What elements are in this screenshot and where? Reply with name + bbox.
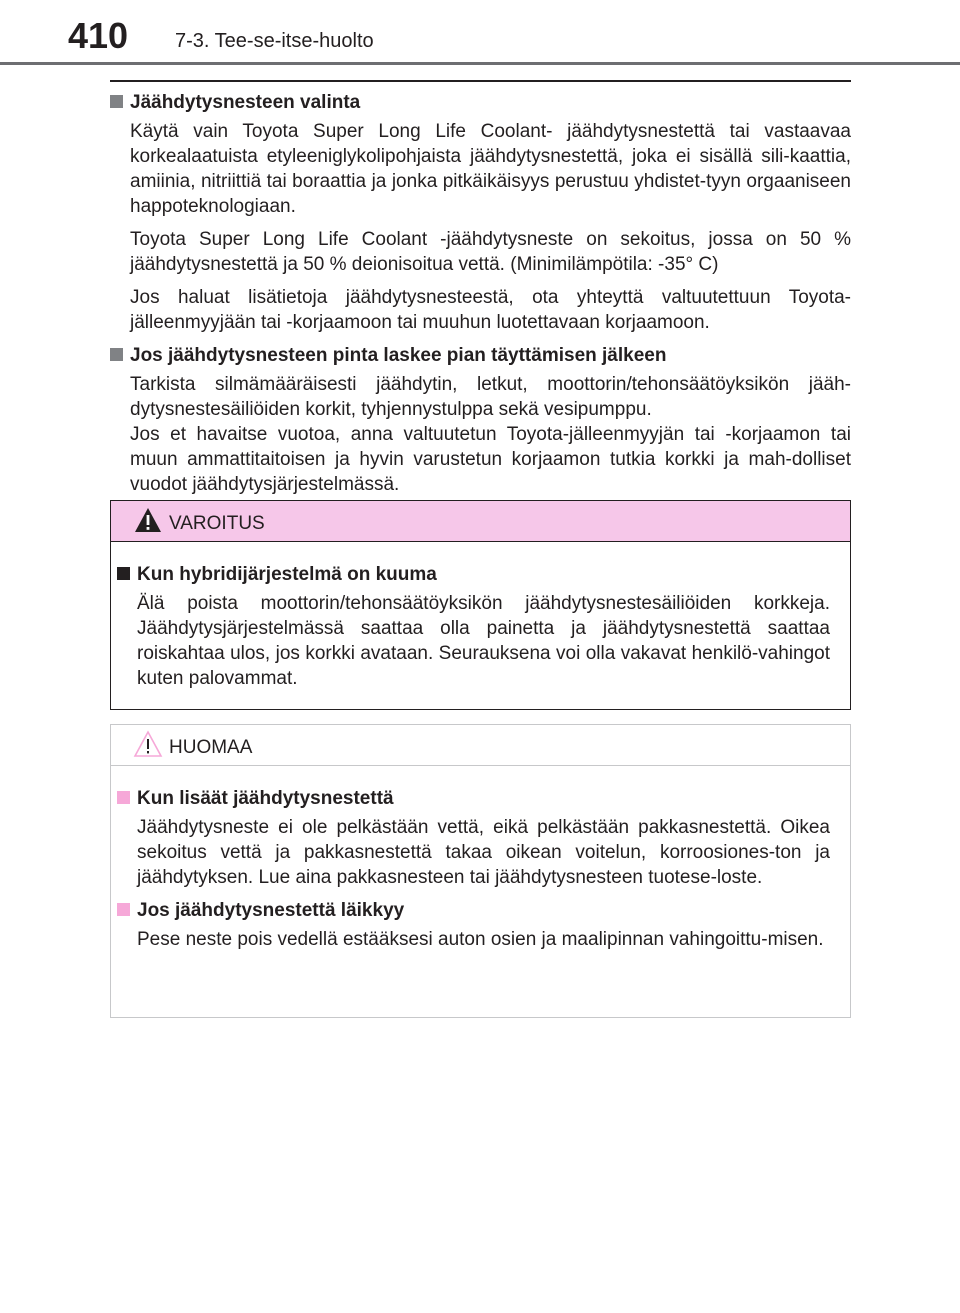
adding-coolant-text: Jäähdytysneste ei ole pelkästään vettä, eikä pelkästään pakkasnestettä. Oikea sekoitus vettä ja pakkasnestettä takaa oikean voitelun, korroosiones-ton ja jäähdytyksen. Lue aina pakkasnesteen tai jäähdytysnesteen tuotese-loste. <box>137 817 830 888</box>
coolant-spill-text: Pese neste pois vedellä estääksesi auton osien ja maalipinnan vahingoittu-misen. <box>137 929 824 950</box>
notice-box-header <box>111 725 850 766</box>
page-number: 410 <box>68 15 129 56</box>
square-bullet-icon <box>110 348 123 361</box>
main-content <box>110 90 851 505</box>
notice-box <box>110 724 851 1018</box>
adding-coolant-heading: Kun lisäät jäähdytysnestettä <box>117 786 830 811</box>
level-drops-paragraph-1: Tarkista silmämääräisesti jäähdytin, letkut, moottorin/tehonsäätöyksikön jääh-dytysnestesäiliöiden korkit, tyhjennystulppa sekä vesipumppu. <box>130 374 851 420</box>
square-bullet-icon <box>117 567 130 580</box>
hot-system-heading: Kun hybridijärjestelmä on kuuma <box>117 562 830 587</box>
square-bullet-icon <box>110 95 123 108</box>
notice-box-title: HUOMAA <box>169 737 253 758</box>
caution-triangle-icon <box>133 730 163 758</box>
coolant-spill-heading: Jos jäähdytysnestettä läikkyy <box>117 898 830 923</box>
level-drops-paragraph-2: Jos et havaitse vuotoa, anna valtuutetun Toyota-jälleenmyyjän tai -korjaamon tai muun ammattitaitoisen ja hyvin varustetun korjaamon tutkia korkki ja mah-dolliset vuodot jäähdytysjärjestelmässä. <box>130 424 851 495</box>
square-bullet-icon <box>117 903 130 916</box>
level-drops-heading: Jos jäähdytysnesteen pinta laskee pian täyttämisen jälkeen <box>110 343 851 368</box>
section-title: 7-3. Tee-se-itse-huolto <box>175 30 374 52</box>
notice-box-body <box>111 766 850 952</box>
page-header <box>0 0 960 64</box>
warning-box-title: VAROITUS <box>169 513 265 534</box>
warning-triangle-icon <box>133 506 163 534</box>
coolant-choice-paragraph-1: Käytä vain Toyota Super Long Life Coolant- jäähdytysnestettä tai vastaavaa korkealaatuista etyleeniglykolipohjaista jäähdytysnestettä, joka ei sisällä sili-kaattia, amiinia, nitriittiä tai boraattia ja jonka pitkäikäisyys perustuu yhdistet-tyyn orgaaniseen happoteknologiaan. <box>130 121 851 217</box>
hot-system-text: Älä poista moottorin/tehonsäätöyksikön jäähdytysnestesäiliöiden korkkeja. Jäähdytysjärjestelmässä saattaa olla painetta ja jäähdytysnestettä saattaa roiskahtaa ulos, jos korkki avataan. Seurauksena voi olla vakavat henkilö-vahingot kuten palovammat. <box>137 593 830 689</box>
content-rule <box>110 80 851 82</box>
warning-box <box>110 500 851 710</box>
header-rule <box>0 62 960 65</box>
coolant-choice-heading: Jäähdytysnesteen valinta <box>110 90 851 115</box>
coolant-choice-paragraph-2: Toyota Super Long Life Coolant -jäähdytysneste on sekoitus, jossa on 50 % jäähdytysnestettä ja 50 % deionisoitua vettä. (Minimilämpötila: -35° C) <box>130 229 851 275</box>
warning-box-body <box>111 542 850 691</box>
square-bullet-icon <box>117 791 130 804</box>
warning-box-header <box>111 501 850 542</box>
coolant-choice-paragraph-3: Jos haluat lisätietoja jäähdytysnesteestä, ota yhteyttä valtuutettuun Toyota-jälleenmyyjään tai -korjaamoon tai muuhun luotettavaan korjaamoon. <box>130 287 851 333</box>
